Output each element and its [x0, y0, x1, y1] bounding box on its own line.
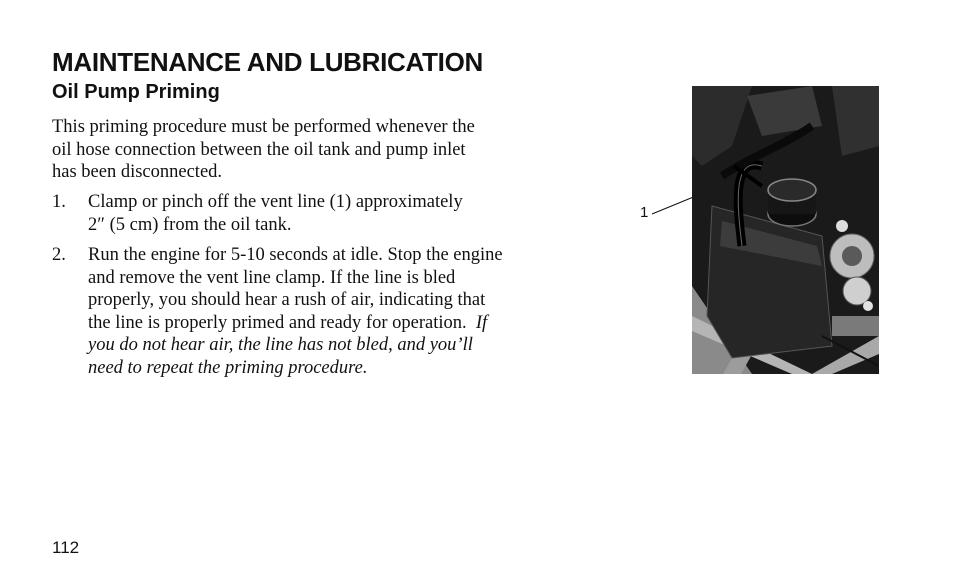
step-line: the line is properly primed and ready for operation.: [88, 312, 467, 333]
step-line: properly, you should hear a rush of air, indicating that: [88, 290, 486, 310]
section-heading: Oil Pump Priming: [52, 81, 220, 103]
intro-line: This priming procedure must be performed whenever the: [52, 117, 475, 137]
engine-oil-tank-photo: [692, 86, 879, 374]
step-note-italic: you do not hear air, the line has not bled, and you’ll: [88, 335, 473, 355]
step-item: [52, 191, 612, 236]
step-number: 1.: [52, 192, 66, 212]
step-line: Clamp or pinch off the vent line (1) approximately: [88, 192, 463, 212]
step-note-italic: If: [475, 312, 488, 333]
step-line: and remove the vent line clamp. If the line is bled: [88, 267, 456, 288]
page-title: MAINTENANCE AND LUBRICATION: [52, 47, 483, 77]
intro-line: oil hose connection between the oil tank and pump inlet: [52, 139, 466, 160]
procedure-steps: [52, 191, 612, 387]
intro-line: has been disconnected.: [52, 162, 223, 182]
callout-number: 1: [640, 204, 649, 221]
step-number: 2.: [52, 245, 66, 265]
step-line: Run the engine for 5-10 seconds at idle. Stop the engine: [88, 245, 503, 265]
step-item: [52, 244, 612, 379]
step-note-italic: need to repeat the priming procedure.: [88, 357, 368, 378]
step-line: 2″ (5 cm) from the oil tank.: [88, 214, 292, 235]
intro-paragraph: [52, 116, 592, 184]
page-number: 112: [52, 538, 80, 557]
